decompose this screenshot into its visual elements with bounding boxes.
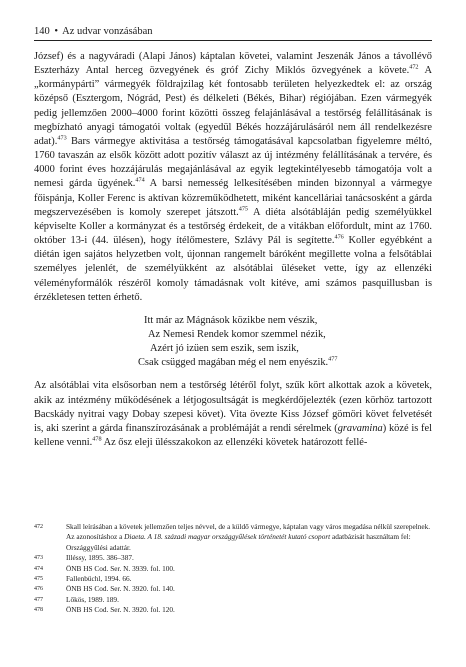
footnote-text: Fallenbüchl, 1994. 66. xyxy=(66,574,132,584)
footnote xyxy=(34,553,432,563)
footnote-ref[interactable]: 476 xyxy=(334,233,344,241)
text-run: A barsi nemesség lelkesítésében minden bizonnyal a vármegye főispánja, Koller Ferenc is aktívan közreműködhetett, miként kancelláriai tanácsosként a gárda megszervezésében is komoly szerepet játszott. xyxy=(34,178,433,218)
paragraph-1 xyxy=(34,50,432,305)
verse-quote xyxy=(34,314,432,371)
footnote-text: Skall leírásában a követek jellemzően teljes névvel, de a küldő vármegye, káptalan vagy város megadása nélkül szerepelnek. Az azonosításhoz a xyxy=(66,522,431,542)
verse-line xyxy=(120,356,438,370)
footnote-number: 476 xyxy=(34,586,43,593)
footnote-ref[interactable]: 473 xyxy=(57,134,67,142)
footnote-text: adatbázisát használtam fel: Országgyűlési adattár. xyxy=(66,532,411,552)
footnote xyxy=(34,584,432,594)
footnote-number: 472 xyxy=(34,524,43,530)
emphasis: gravamina xyxy=(337,422,383,434)
text-run: Koller egyébként a diétán igen sajátos helyzetben volt, újonnan rangemelt báróként megillette volna a felsőtáblai személyes jelenlét, de személyükként az alsótáblai üléseket vette, így az ellenzéki véleményformálók részéről komoly támadásnak volt kitéve, ami számos pasquillusban is érzékletesen tetten érhető. xyxy=(34,235,432,303)
text-run: Az alsótáblai vita elsősorban nem a testőrség létéről folyt, szűk kört alkottak azok a követek, akik az intézmény működésének a létjogosultságát is megkérdőjelezték (ezen körhöz tartozott Bacskády nyitrai vagy Dobay szepesi követ). Vita övezte Kiss József gömöri követ felvetését is, aki szerint a gárda finanszírozásának a problémáját a rendi sérelmek ( xyxy=(34,380,432,434)
text-run: Bars vármegye aktivitása a testőrség támogatásával kapcsolatban figyelemre méltó, 1760 tavaszán az elsők között adott pozitív választ az új intézmény felállításának a tervére, és 4000 forint éves hozzájárulás megajánlásával az egyik legtekintélyesebb támogatója volt a nemesi gárda ügyének. xyxy=(34,135,432,190)
text-run: A diéta alsótábláján pedig személyükkel képviselte Koller a kormányzat és a testőrség érdekeit, de a vitákban előfordult, mint az 1760. október 13-i (44. ülésen), hogy ítélőmestere, Szlávy Pál is segítette. xyxy=(34,206,432,247)
verse-line: Itt már az Mágnások közikbe nem vészik, xyxy=(144,314,318,326)
header-rule xyxy=(34,40,432,41)
footnote xyxy=(34,574,432,584)
footnote-text: Lőkös, 1989. 189. xyxy=(66,594,119,604)
footnote-ref[interactable]: 475 xyxy=(238,205,248,213)
footnote-text: Illéssy, 1895. 386–387. xyxy=(66,553,134,563)
verse-line: Az Nemesi Rendek komor szemmel nézik, xyxy=(148,328,326,340)
text-run: Csak csügged magában még el nem enyészik. xyxy=(138,357,329,369)
footnote-number: 475 xyxy=(34,576,43,583)
main-text xyxy=(34,50,432,450)
paragraph-2 xyxy=(34,379,432,450)
verse-line: Azért jó izüen sem eszik, sem iszik, xyxy=(150,343,299,355)
footnote-text: ÖNB HS Cod. Ser. N. 3939. fol. 100. xyxy=(66,563,175,573)
footnote-emphasis: Diaeta. A 18. századi magyar országgyűlések történetét kutató csoport xyxy=(124,532,331,542)
footnote-text: ÖNB HS Cod. Ser. N. 3920. fol. 120. xyxy=(66,605,175,615)
footnote-ref[interactable]: 474 xyxy=(135,176,145,184)
footnote-ref[interactable]: 478 xyxy=(92,435,102,443)
text-run: József) és a nagyváradi (Alapi János) káptalan követei, valamint Jeszenák János a távollévő Eszterházy Antal herceg özvegyének és gróf Zichy Miklós özvegyének a követe. xyxy=(34,51,432,77)
footnote-number: 478 xyxy=(34,607,43,614)
text-run: ) közé is fel kellene venni. xyxy=(34,422,432,449)
footnote-ref[interactable]: 477 xyxy=(328,355,338,363)
text-run: Az ősz eleji ülésszakokon az ellenzéki követek határozott fellé- xyxy=(101,437,368,449)
footnote-number: 473 xyxy=(34,555,43,562)
header-separator: • xyxy=(54,26,59,37)
footnote xyxy=(34,522,432,553)
page-number: 140 xyxy=(34,26,50,37)
footnote-number: 474 xyxy=(34,565,43,572)
text-run: A „kormánypárti” vármegyék földrajzilag két fontosabb területen helyezkedtek el: az ország középső (Esztergom, Nógrád, Pest) és délkeleti (Békés, Bihar) régiójában. Ezen vármegyék pedig jellemzően 2000–4000 forint közötti összeg felajánlásával a testőrség felállításának is megbízható anyagi támogatói voltak (egyedül Békés hozzájárulásáról nem áll rendelkezésre adat). xyxy=(34,65,432,147)
footnote-text: ÖNB HS Cod. Ser. N. 3920. fol. 140. xyxy=(66,584,175,594)
footnotes xyxy=(34,522,432,616)
running-title: Az udvar vonzásában xyxy=(62,26,153,37)
footnote-number: 477 xyxy=(34,596,43,603)
footnote xyxy=(34,605,432,615)
running-header xyxy=(34,25,432,38)
footnote xyxy=(34,564,432,574)
footnote xyxy=(34,595,432,605)
footnote-ref[interactable]: 472 xyxy=(409,63,419,71)
